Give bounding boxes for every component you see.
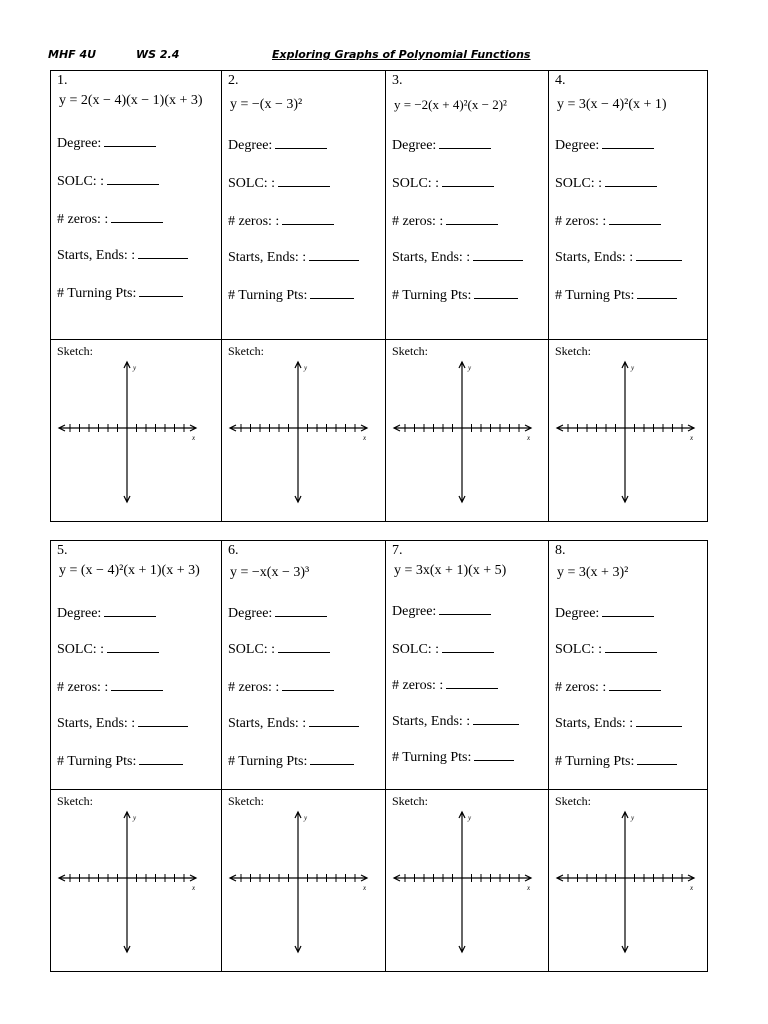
turning-points-field: # Turning Pts:	[57, 753, 183, 770]
problem-table-1	[50, 70, 708, 522]
zeros-field: # zeros: :	[555, 213, 661, 230]
zeros-field: # zeros: :	[228, 679, 334, 696]
solc-field: SOLC: :	[555, 641, 657, 658]
turning-points-field: # Turning Pts:	[57, 285, 183, 302]
equation: y = −(x − 3)²	[230, 97, 303, 112]
problem-cell-4	[548, 71, 706, 339]
equation: y = 3(x − 4)²(x + 1)	[557, 97, 667, 112]
x-axis-label: x	[527, 434, 531, 442]
x-axis-label: x	[527, 884, 531, 892]
problem-cell-2	[221, 71, 385, 339]
zeros-field: # zeros: :	[392, 213, 498, 230]
x-axis-label: x	[363, 884, 367, 892]
problem-number: 4.	[555, 73, 566, 88]
equation: y = 2(x − 4)(x − 1)(x + 3)	[59, 93, 203, 108]
zeros-field: # zeros: :	[57, 211, 163, 228]
starts-ends-field: Starts, Ends: :	[392, 713, 519, 730]
solc-field: SOLC: :	[392, 641, 494, 658]
y-axis-label: y	[304, 814, 308, 822]
zeros-field: # zeros: :	[392, 677, 498, 694]
zeros-field: # zeros: :	[228, 213, 334, 230]
sketch-label: Sketch:	[228, 794, 264, 808]
sketch-row	[51, 339, 707, 521]
solc-field: SOLC: :	[392, 175, 494, 192]
zeros-field: # zeros: :	[57, 679, 163, 696]
turning-points-field: # Turning Pts:	[555, 287, 677, 304]
sketch-label: Sketch:	[392, 794, 428, 808]
sketch-cell-2	[221, 340, 385, 521]
solc-field: SOLC: :	[555, 175, 657, 192]
sketch-cell-7	[385, 790, 548, 971]
sketch-cell-4	[548, 340, 706, 521]
problem-number: 8.	[555, 543, 566, 558]
degree-field: Degree:	[392, 137, 491, 154]
solc-field: SOLC: :	[57, 641, 159, 658]
equation: y = −2(x + 4)²(x − 2)²	[394, 97, 507, 112]
course-code: MHF 4U	[48, 48, 97, 61]
problem-cell-3	[385, 71, 548, 339]
zeros-field: # zeros: :	[555, 679, 661, 696]
equation: y = 3x(x + 1)(x + 5)	[394, 563, 507, 578]
sketch-cell-5	[51, 790, 221, 971]
sketch-axes	[555, 808, 700, 961]
problem-table-2	[50, 540, 708, 972]
sketch-label: Sketch:	[57, 794, 93, 808]
starts-ends-field: Starts, Ends: :	[228, 249, 359, 266]
sketch-cell-6	[221, 790, 385, 971]
degree-field: Degree:	[57, 605, 156, 622]
problem-cell-1	[51, 71, 221, 339]
starts-ends-field: Starts, Ends: :	[555, 249, 682, 266]
problem-cell-5	[51, 541, 221, 789]
sketch-axes	[392, 808, 537, 961]
solc-field: SOLC: :	[228, 641, 330, 658]
turning-points-field: # Turning Pts:	[228, 287, 354, 304]
equation: y = (x − 4)²(x + 1)(x + 3)	[59, 563, 200, 578]
starts-ends-field: Starts, Ends: :	[57, 247, 188, 264]
solc-field: SOLC: :	[57, 173, 159, 190]
problem-cell-7	[385, 541, 548, 789]
y-axis-label: y	[631, 814, 635, 822]
turning-points-field: # Turning Pts:	[228, 753, 354, 770]
worksheet-title: Exploring Graphs of Polynomial Functions	[272, 48, 531, 61]
degree-field: Degree:	[228, 605, 327, 622]
sketch-label: Sketch:	[555, 794, 591, 808]
sketch-cell-8	[548, 790, 706, 971]
sketch-label: Sketch:	[392, 344, 428, 358]
problem-number: 1.	[57, 73, 68, 88]
sketch-row	[51, 789, 707, 971]
degree-field: Degree:	[392, 603, 491, 620]
sketch-cell-1	[51, 340, 221, 521]
x-axis-label: x	[690, 434, 694, 442]
problem-number: 2.	[228, 73, 239, 88]
solc-field: SOLC: :	[228, 175, 330, 192]
problem-number: 5.	[57, 543, 68, 558]
starts-ends-field: Starts, Ends: :	[228, 715, 359, 732]
sketch-axes	[555, 358, 700, 511]
degree-field: Degree:	[228, 137, 327, 154]
sketch-axes	[392, 358, 537, 511]
problem-cell-8	[548, 541, 706, 789]
starts-ends-field: Starts, Ends: :	[57, 715, 188, 732]
sketch-axes	[228, 358, 373, 511]
worksheet-number: WS 2.4	[136, 48, 180, 61]
turning-points-field: # Turning Pts:	[392, 287, 518, 304]
sketch-axes	[57, 808, 202, 961]
turning-points-field: # Turning Pts:	[555, 753, 677, 770]
degree-field: Degree:	[57, 135, 156, 152]
y-axis-label: y	[133, 364, 137, 372]
x-axis-label: x	[192, 884, 196, 892]
sketch-label: Sketch:	[228, 344, 264, 358]
starts-ends-field: Starts, Ends: :	[555, 715, 682, 732]
sketch-cell-3	[385, 340, 548, 521]
y-axis-label: y	[304, 364, 308, 372]
sketch-label: Sketch:	[555, 344, 591, 358]
problem-number: 7.	[392, 543, 403, 558]
starts-ends-field: Starts, Ends: :	[392, 249, 523, 266]
degree-field: Degree:	[555, 137, 654, 154]
problem-cell-6	[221, 541, 385, 789]
y-axis-label: y	[468, 364, 472, 372]
degree-field: Degree:	[555, 605, 654, 622]
equation: y = −x(x − 3)³	[230, 565, 310, 580]
y-axis-label: y	[631, 364, 635, 372]
sketch-label: Sketch:	[57, 344, 93, 358]
problem-number: 6.	[228, 543, 239, 558]
equation: y = 3(x + 3)²	[557, 565, 629, 580]
turning-points-field: # Turning Pts:	[392, 749, 514, 766]
y-axis-label: y	[133, 814, 137, 822]
problem-number: 3.	[392, 73, 403, 88]
sketch-axes	[228, 808, 373, 961]
y-axis-label: y	[468, 814, 472, 822]
x-axis-label: x	[363, 434, 367, 442]
x-axis-label: x	[192, 434, 196, 442]
sketch-axes	[57, 358, 202, 511]
x-axis-label: x	[690, 884, 694, 892]
